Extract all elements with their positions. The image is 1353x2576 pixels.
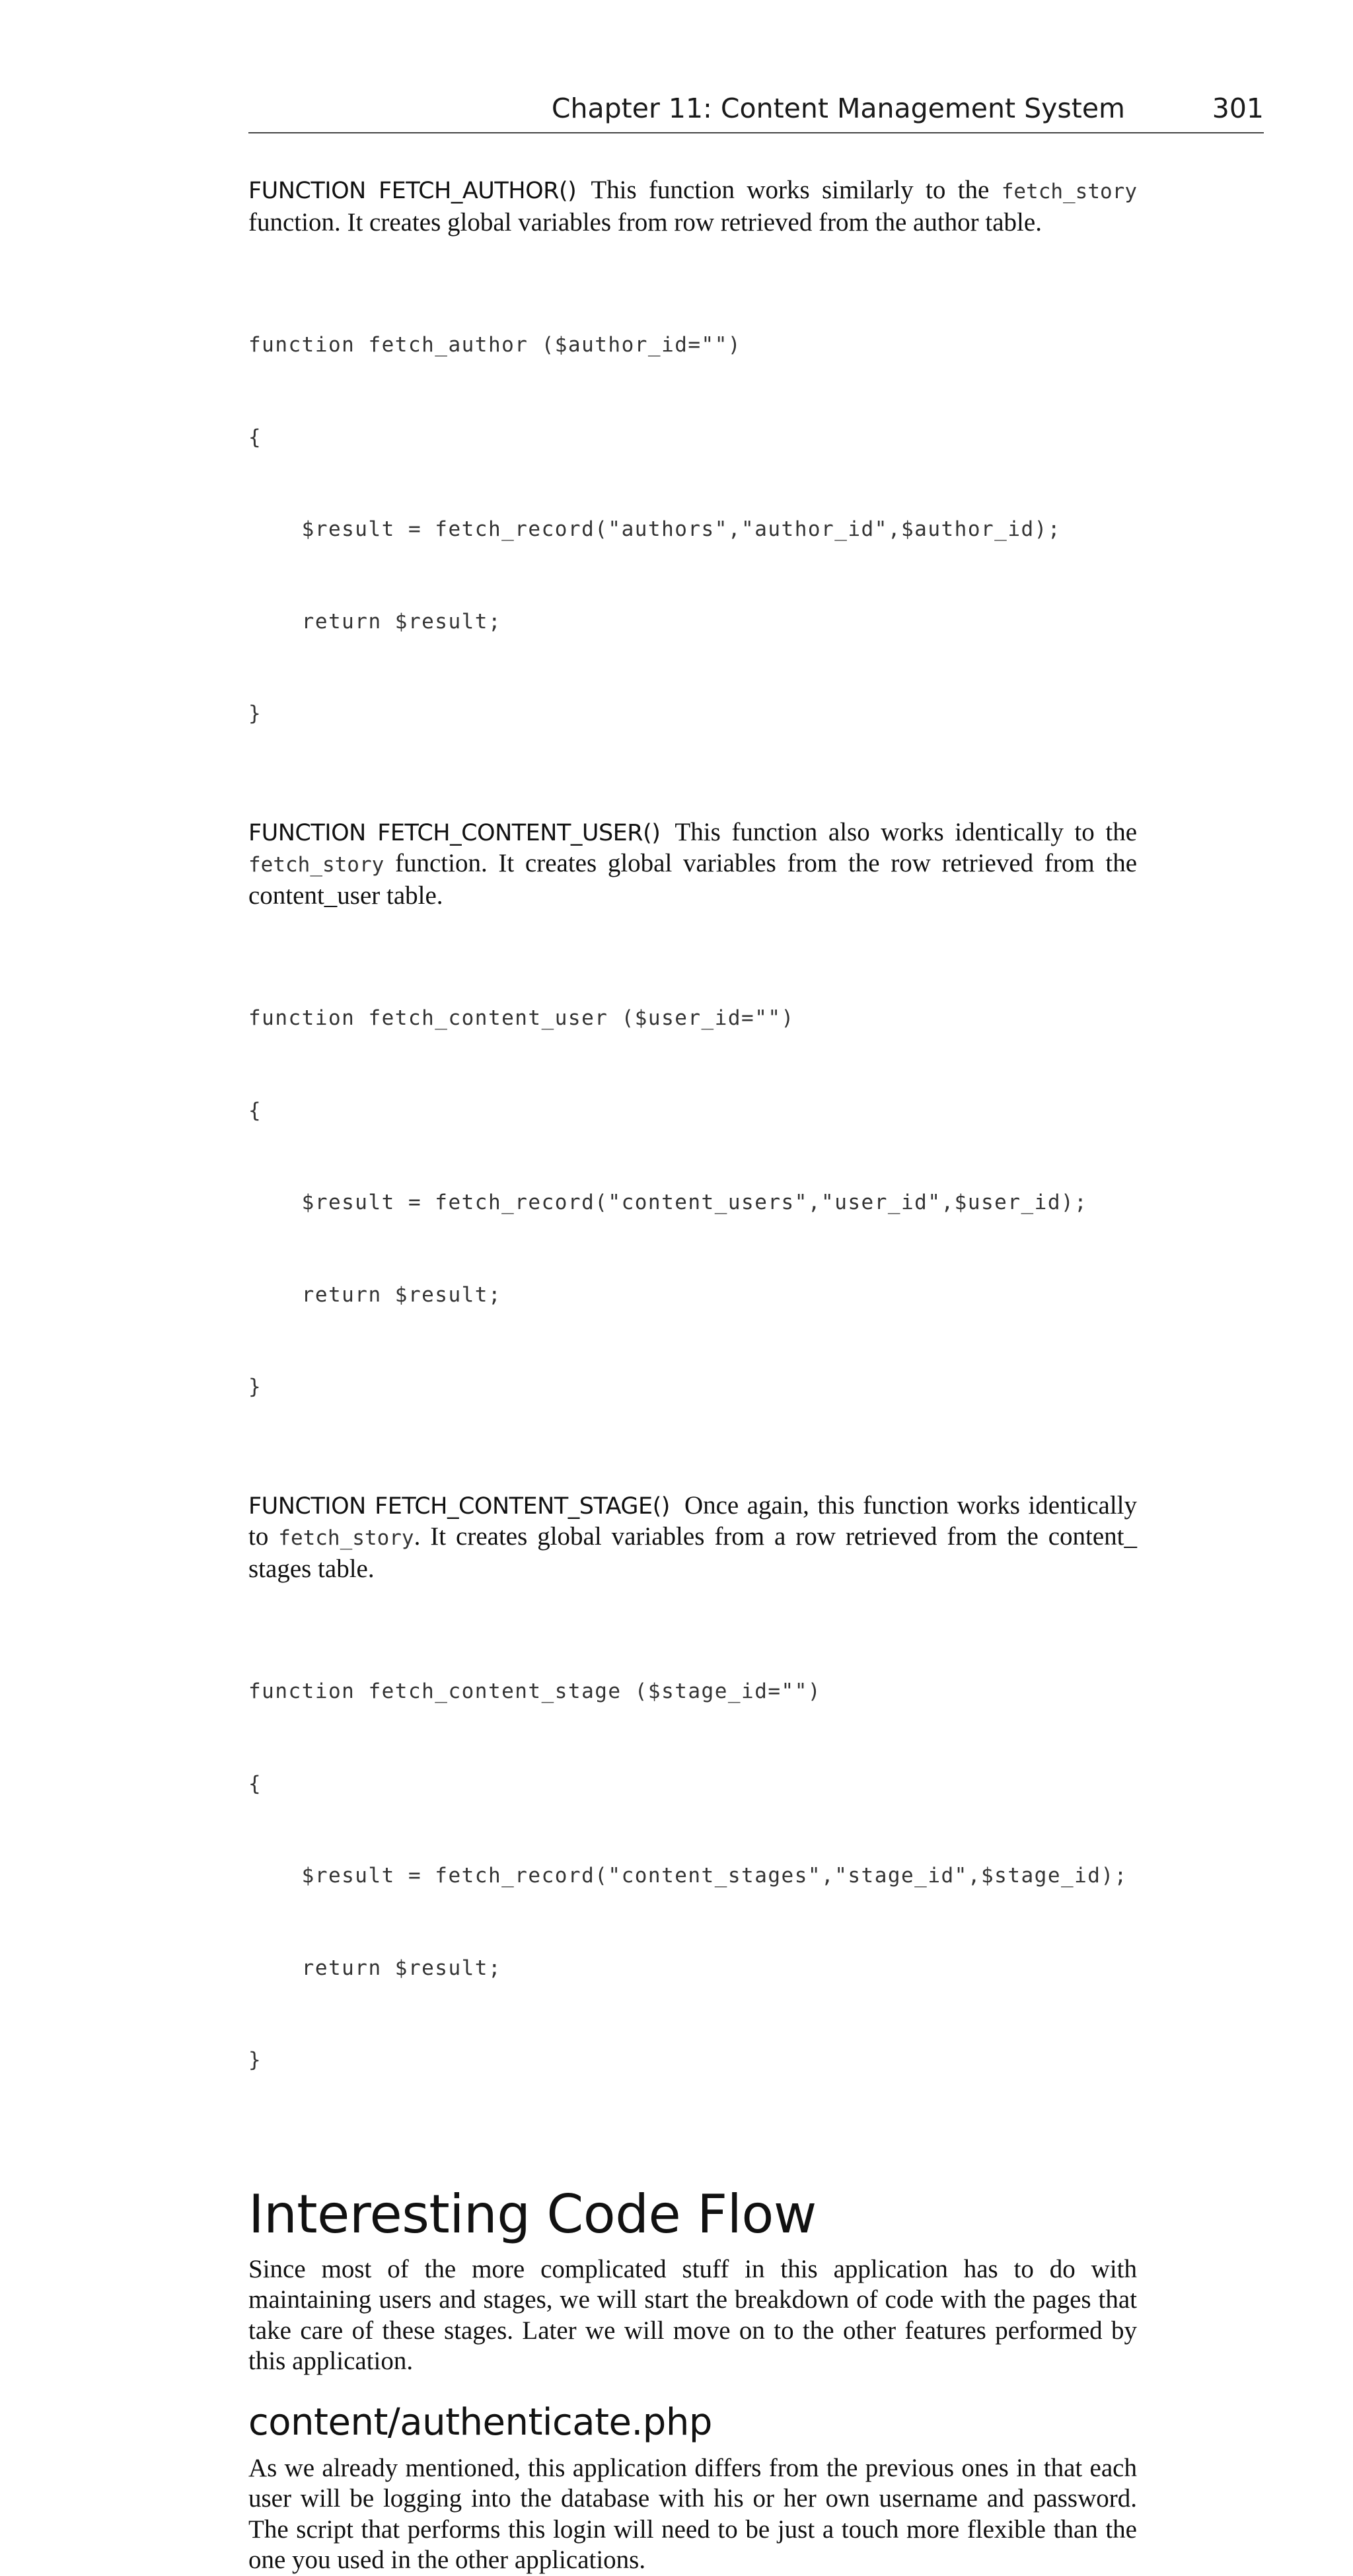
section-heading-interesting-code-flow: Interesting Code Flow [248,2183,817,2245]
fetch-content-stage-code-block [248,1615,1137,2137]
fetch-content-user-description [248,817,1137,912]
code-line: } [248,2048,262,2072]
code-line: return $result; [248,1282,502,1307]
code-line: { [248,425,262,449]
code-line: return $result; [248,609,502,634]
authenticate-paragraph: As we already mentioned, this application differs from the previous ones in that each user will be logging into the database with his or her own username and password. The script that performs this login will need to be just a touch more flexible than the one you used in the other applications. [248,2453,1137,2574]
subsection-heading-authenticate: content/authenticate.php [248,2400,712,2444]
code-line: { [248,1771,262,1796]
page-number: 301 [1212,92,1264,124]
chapter-title: Chapter 11: Content Management System [551,92,1125,124]
fetch-content-stage-inline-code: fetch_story [278,1526,414,1550]
code-line: { [248,1098,262,1122]
code-line: $result = fetch_record("authors","author_id",$author_id); [248,517,1061,541]
code-line: } [248,1375,262,1399]
code-line: function fetch_author ($author_id="") [248,333,742,357]
fetch-content-user-text-before: This function also works identically to the [675,817,1137,846]
fetch-content-stage-description [248,1490,1137,1585]
code-line: $result = fetch_record("content_stages","stage_id",$stage_id); [248,1864,1128,1888]
code-line: function fetch_content_stage ($stage_id="") [248,1679,822,1703]
fetch-content-user-text-after: function. It creates global variables from the row retrieved from the content_user table. [248,849,1137,910]
fetch-content-stage-text-before: Once again, this function works identically to [248,1490,1138,1551]
fetch-author-description [248,175,1137,238]
fetch-author-text-after: function. It creates global variables from row retrieved from the author table. [248,207,1042,237]
fetch-author-code-block [248,268,1137,791]
fetch-content-stage-runin-heading: FUNCTION FETCH_CONTENT_STAGE() [248,1492,670,1520]
fetch-content-user-runin-heading: FUNCTION FETCH_CONTENT_USER() [248,819,661,846]
code-line: return $result; [248,1956,502,1980]
fetch-content-user-inline-code: fetch_story [248,853,384,877]
page-body [248,175,1137,2576]
fetch-author-inline-code: fetch_story [1001,180,1138,203]
code-line: $result = fetch_record("content_users","user_id",$user_id); [248,1191,1088,1214]
running-header [248,91,1264,133]
code-line: function fetch_content_user ($user_id="") [248,1006,795,1030]
fetch-content-user-code-block [248,941,1137,1464]
interesting-code-flow-paragraph: Since most of the more complicated stuff in this application has to do with maintaining users and stages, we will start the breakdown of code with the pages that take care of these stages. Later we will move on to the other features performed by this application. [248,2254,1137,2375]
fetch-author-text-before: This function works similarly to the [591,176,990,204]
code-line: } [248,702,262,725]
fetch-author-runin-heading: FUNCTION FETCH_AUTHOR() [248,178,577,204]
fetch-content-stage-text-after: . It creates global variables from a row retrieved from the content_ stages table. [248,1522,1138,1583]
